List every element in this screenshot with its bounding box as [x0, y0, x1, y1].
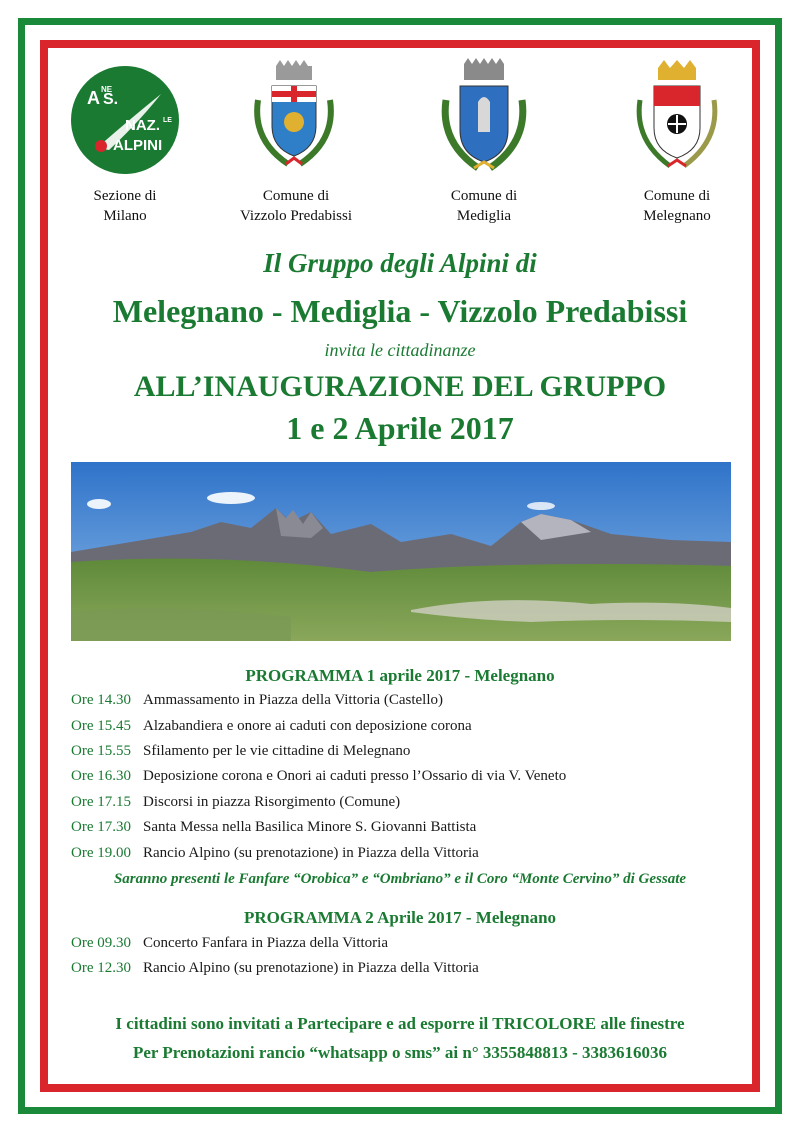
caption-mediglia-line2: Mediglia — [456, 208, 512, 224]
event-dates: 1 e 2 Aprile 2017 — [286, 410, 514, 446]
caption-melegnano — [592, 186, 762, 226]
caption-melegnano-line1: Comune di — [643, 188, 711, 204]
program2-title: PROGRAMMA 2 Aprile 2017 - Melegnano — [243, 908, 557, 927]
program1-row — [71, 692, 443, 709]
program1-row — [71, 718, 472, 735]
caption-mediglia-line1: Comune di — [450, 188, 518, 204]
program1-time: Ore 17.30 — [71, 819, 131, 835]
caption-mediglia — [399, 186, 569, 226]
ana-letter-s: S. — [103, 91, 119, 108]
program1-time: Ore 17.15 — [71, 794, 131, 810]
program2-text: Concerto Fanfara in Piazza della Vittoria — [143, 935, 388, 951]
program1-time: Ore 15.55 — [71, 743, 131, 759]
program1-text: Discorsi in piazza Risorgimento (Comune) — [143, 794, 401, 810]
ana-alpini: ALPINI — [113, 137, 163, 154]
program1-row — [71, 743, 410, 760]
program2-time: Ore 12.30 — [71, 960, 131, 976]
program1-row — [71, 794, 400, 811]
program1-text: Sfilamento per le vie cittadine di Melegnano — [143, 743, 411, 759]
program1-row — [71, 768, 566, 785]
caption-vizzolo-line2: Vizzolo Predabissi — [240, 208, 352, 224]
ana-naz-le: LE — [163, 117, 172, 124]
program2-row — [71, 935, 388, 952]
program1-text: Deposizione corona e Onori ai caduti presso l’Ossario di via V. Veneto — [143, 768, 567, 784]
footer-booking: Per Prenotazioni rancio “whatsapp o sms” ai n° 3355848813 - 3383616036 — [132, 1043, 668, 1062]
footer-invitation: I cittadini sono invitati a Partecipare e ad esporre il TRICOLORE alle finestre — [115, 1014, 685, 1033]
program1-row — [71, 845, 479, 862]
program2-text: Rancio Alpino (su prenotazione) in Piazza della Vittoria — [143, 960, 479, 976]
program1-time: Ore 15.45 — [71, 718, 131, 734]
program1-text: Ammassamento in Piazza della Vittoria (Castello) — [143, 692, 443, 708]
caption-ana-line1: Sezione di — [93, 188, 157, 204]
caption-vizzolo-line1: Comune di — [262, 188, 330, 204]
program1-text: Santa Messa nella Basilica Minore S. Giovanni Battista — [143, 819, 477, 835]
program1-note: Saranno presenti le Fanfare “Orobica” e “Ombriano” e il Coro “Monte Cervino” di Gessate — [113, 871, 687, 887]
program1-title: PROGRAMMA 1 aprile 2017 - Melegnano — [245, 666, 555, 685]
program1-time: Ore 16.30 — [71, 768, 131, 784]
caption-ana-line2: Milano — [103, 208, 147, 224]
ana-letter-a: A — [87, 88, 100, 108]
caption-vizzolo — [211, 186, 381, 226]
melegnano-crest-icon — [632, 60, 722, 181]
towns-title: Melegnano - Mediglia - Vizzolo Predabissi — [112, 293, 688, 329]
program1-time: Ore 14.30 — [71, 692, 131, 708]
vizzolo-crest-icon — [248, 60, 340, 181]
subtitle: Il Gruppo degli Alpini di — [263, 248, 537, 278]
mountain-panorama-image — [71, 462, 731, 641]
mediglia-crest-icon — [438, 58, 530, 183]
ana-badge-icon — [69, 64, 181, 181]
inauguration-title: ALL’INAUGURAZIONE DEL GRUPPO — [133, 370, 667, 403]
invite-line: invita le cittadinanze — [324, 340, 476, 360]
caption-melegnano-line2: Melegnano — [643, 208, 711, 224]
program1-row — [71, 819, 476, 836]
program1-text: Rancio Alpino (su prenotazione) in Piazza della Vittoria — [143, 845, 479, 861]
program2-row — [71, 960, 479, 977]
caption-ana — [40, 186, 210, 226]
program1-text: Alzabandiera e onore ai caduti con deposizione corona — [143, 718, 472, 734]
ana-naz: NAZ. — [125, 117, 160, 134]
ana-letter-ne: NE — [101, 85, 113, 94]
program1-time: Ore 19.00 — [71, 845, 131, 861]
program2-time: Ore 09.30 — [71, 935, 131, 951]
